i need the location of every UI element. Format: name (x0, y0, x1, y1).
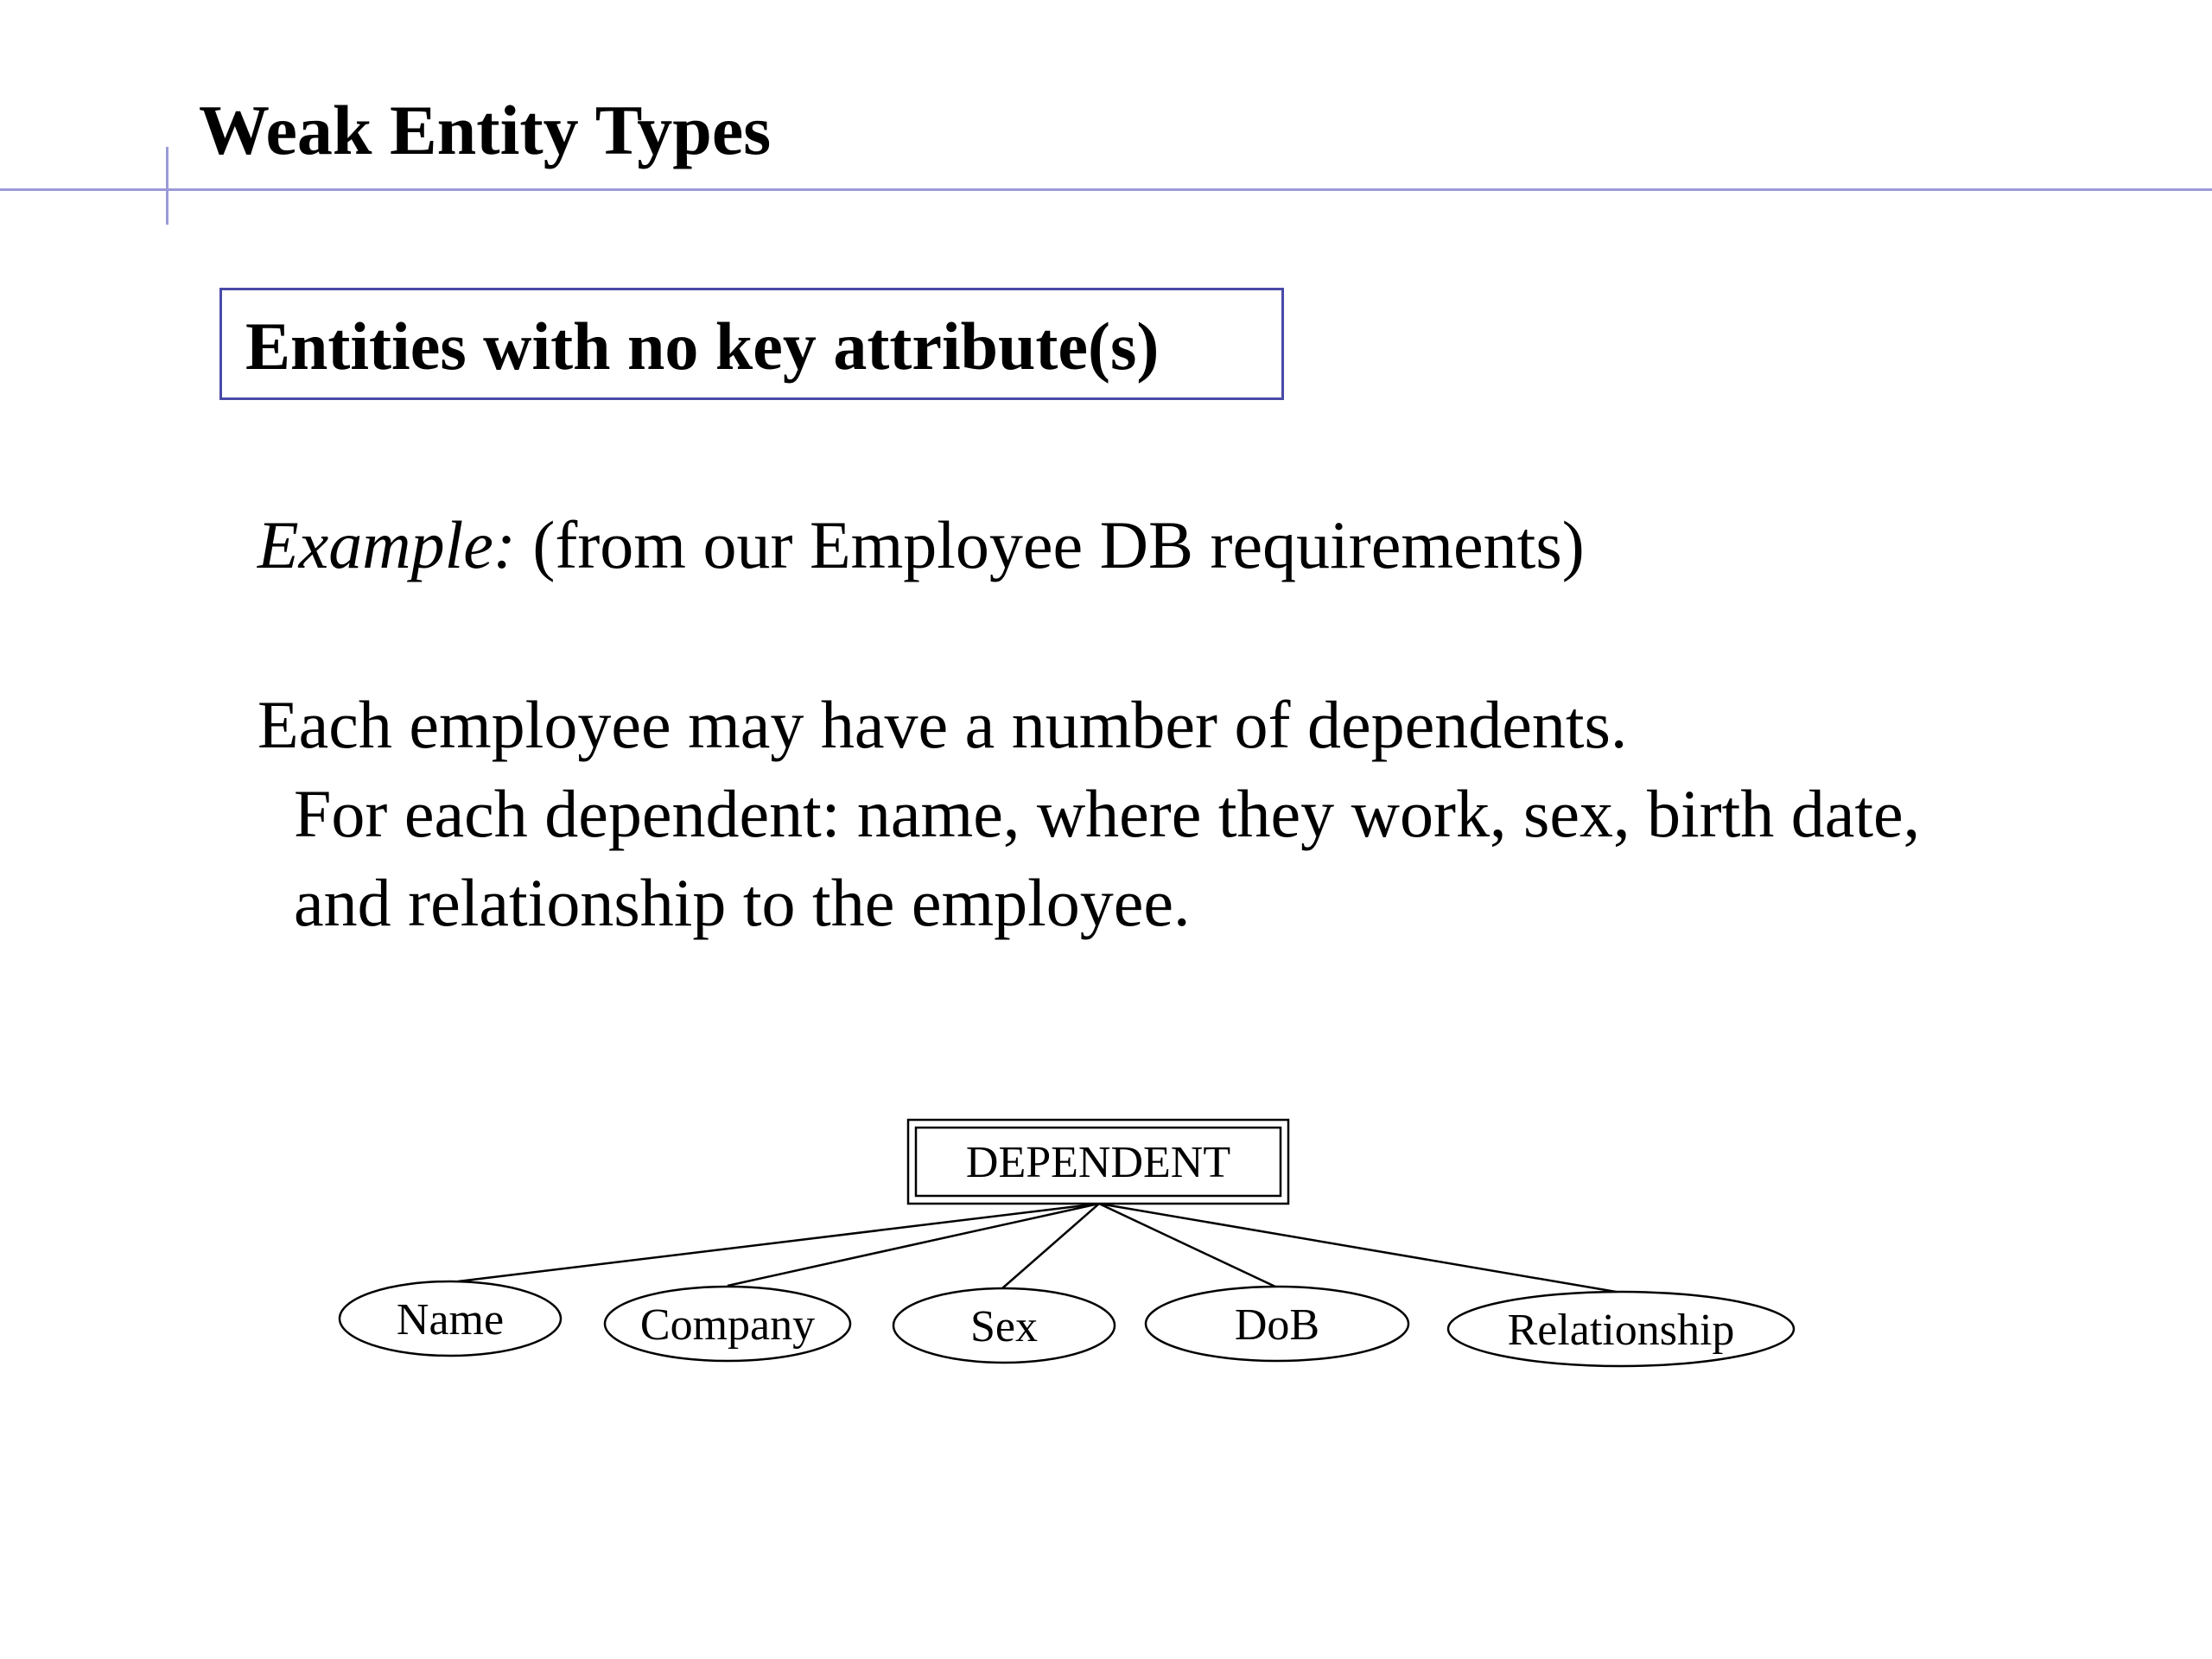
attribute-dob (1146, 1287, 1408, 1361)
attribute-label: Company (639, 1300, 816, 1350)
connector-dob (1099, 1204, 1277, 1287)
attribute-name (340, 1281, 561, 1356)
attribute-label: Relationship (1507, 1306, 1735, 1355)
attribute-company (605, 1287, 850, 1361)
connector-relationship (1099, 1204, 1621, 1293)
body-line-2: For each dependent: name, where they work, sex, birth date, (294, 776, 1921, 851)
attribute-label: Sex (970, 1302, 1038, 1351)
connector-company (728, 1204, 1099, 1286)
entity-dependent (908, 1120, 1288, 1204)
slide-title: Weak Entity Types (199, 91, 772, 169)
entity-label: DEPENDENT (965, 1138, 1231, 1187)
attribute-label: Name (396, 1295, 505, 1344)
body-line-1: Each employee may have a number of dependents. (257, 687, 1628, 762)
attribute-relationship (1448, 1292, 1794, 1366)
example-label: Example: (257, 507, 516, 582)
attribute-label: DoB (1234, 1300, 1320, 1350)
connector-sex (1002, 1204, 1099, 1288)
definition-text: Entities with no key attribute(s) (245, 308, 1160, 384)
body-line-3: and relationship to the employee. (294, 865, 1191, 940)
example-text: (from our Employee DB requirements) (515, 507, 1585, 582)
connector-name (458, 1204, 1099, 1281)
attribute-sex (893, 1288, 1115, 1363)
